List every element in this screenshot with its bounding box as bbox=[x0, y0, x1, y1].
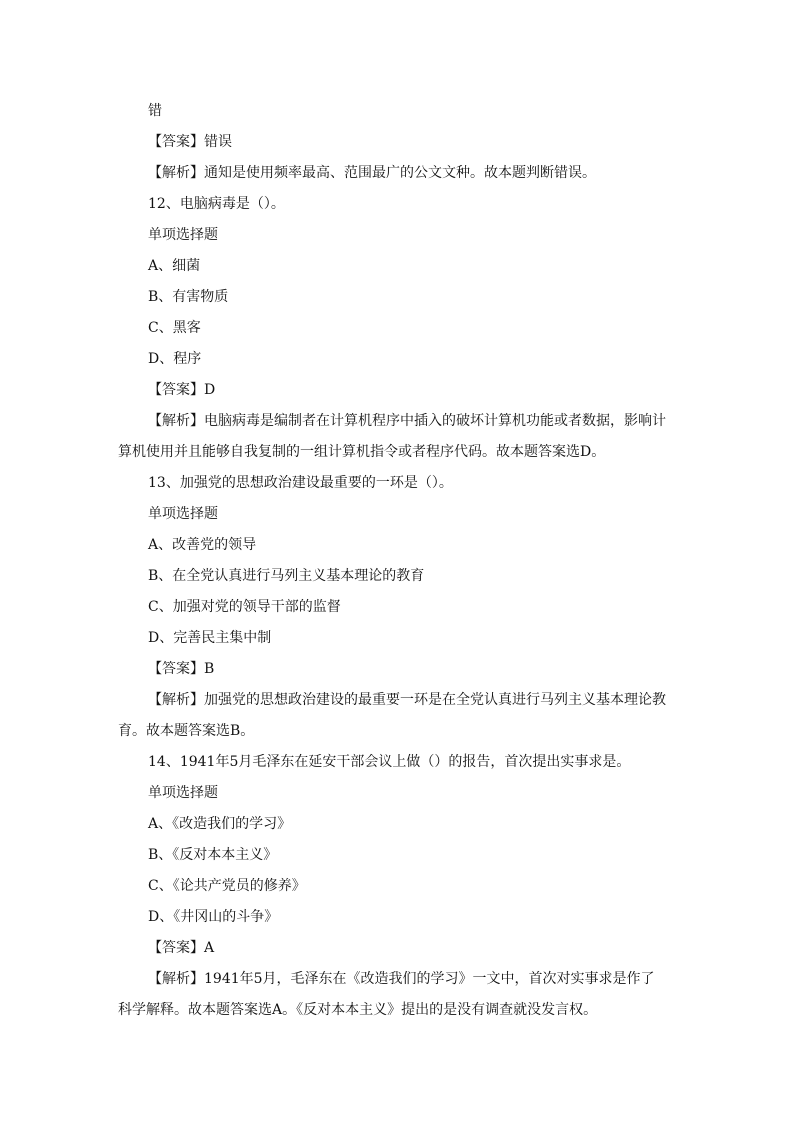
option-b: B、在全党认真进行马列主义基本理论的教育 bbox=[148, 568, 425, 584]
document-body bbox=[118, 96, 678, 1026]
explanation-line-1: 【解析】1941年5月，毛泽东在《改造我们的学习》一文中，首次对实事求是作了 bbox=[148, 971, 655, 987]
explanation-line-2: 科学解释。故本题答案选A。《反对本本主义》提出的是没有调查就没发言权。 bbox=[118, 1002, 598, 1018]
option-c: C、《论共产党员的修养》 bbox=[148, 878, 306, 894]
answer-continuation: 错 bbox=[148, 103, 162, 119]
question-type: 单项选择题 bbox=[148, 227, 218, 243]
option-d: D、程序 bbox=[148, 351, 202, 367]
option-a: A、《改造我们的学习》 bbox=[148, 816, 292, 832]
question-type: 单项选择题 bbox=[148, 785, 218, 801]
answer-label: 【答案】A bbox=[148, 940, 215, 956]
question-type: 单项选择题 bbox=[148, 506, 218, 522]
option-d: D、完善民主集中制 bbox=[148, 630, 272, 646]
option-a: A、改善党的领导 bbox=[148, 537, 257, 553]
answer-label: 【答案】B bbox=[148, 661, 215, 677]
answer-label: 【答案】D bbox=[148, 382, 216, 398]
question-12: 12、电脑病毒是（）。 bbox=[148, 196, 285, 212]
option-b: B、有害物质 bbox=[148, 289, 229, 305]
option-a: A、细菌 bbox=[148, 258, 201, 274]
explanation-line-2: 育。故本题答案选B。 bbox=[118, 723, 255, 739]
option-c: C、加强对党的领导干部的监督 bbox=[148, 599, 341, 615]
explanation-line-1: 【解析】加强党的思想政治建设的最重要一环是在全党认真进行马列主义基本理论教 bbox=[148, 692, 666, 708]
explanation-line-2: 算机使用并且能够自我复制的一组计算机指令或者程序代码。故本题答案选D。 bbox=[118, 444, 606, 460]
explanation-line-1: 【解析】电脑病毒是编制者在计算机程序中插入的破坏计算机功能或者数据，影响计 bbox=[148, 413, 666, 429]
question-14: 14、1941年5月毛泽东在延安干部会议上做（）的报告，首次提出实事求是。 bbox=[148, 754, 631, 770]
option-d: D、《井冈山的斗争》 bbox=[148, 909, 279, 925]
option-c: C、黑客 bbox=[148, 320, 201, 336]
explanation bbox=[118, 964, 678, 1026]
explanation bbox=[118, 685, 678, 747]
option-b: B、《反对本本主义》 bbox=[148, 847, 278, 863]
answer-label: 【答案】错误 bbox=[148, 134, 232, 150]
explanation: 【解析】通知是使用频率最高、范围最广的公文文种。故本题判断错误。 bbox=[148, 165, 596, 181]
explanation bbox=[118, 406, 678, 468]
question-13: 13、加强党的思想政治建设最重要的一环是（）。 bbox=[148, 475, 453, 491]
